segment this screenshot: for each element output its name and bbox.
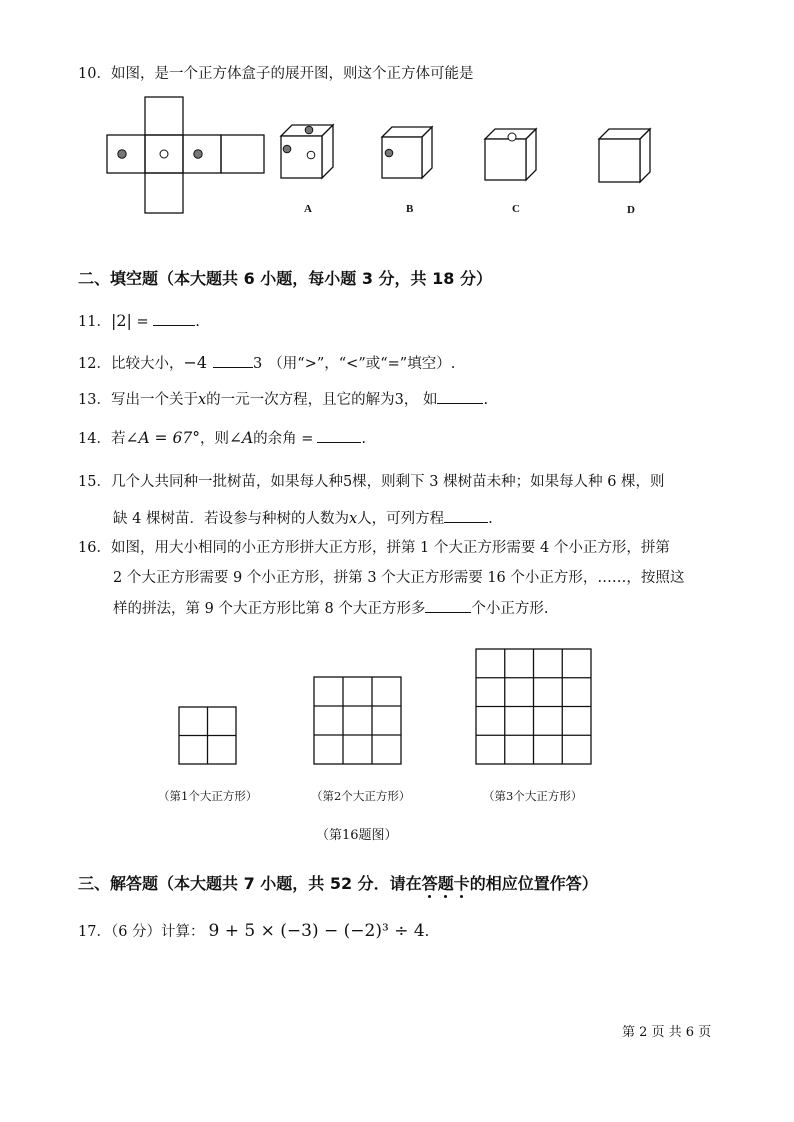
q15-answer-blank — [444, 508, 488, 523]
emphasis-char-ti: 题 — [437, 874, 454, 893]
grid-4x4-figure — [475, 648, 593, 766]
emphasis-char-ka: 卡 — [453, 874, 470, 893]
caption-first-square: （第1个大正方形） — [158, 789, 258, 803]
option-a-label: A — [304, 203, 312, 215]
q14-middle: ，则 — [199, 431, 229, 447]
q13-variable: x — [197, 392, 207, 408]
q13-prefix: 13．写出一个关于 — [78, 392, 198, 408]
section3-heading-suffix: 的相应位置作答） — [469, 874, 598, 893]
caption-second-square: （第2个大正方形） — [311, 789, 411, 803]
q11-answer-blank — [153, 311, 195, 326]
q14-condition: ∠A = 67° — [125, 429, 200, 447]
q11-line — [78, 311, 200, 332]
option-c-label: C — [512, 203, 520, 215]
option-d-label: D — [627, 204, 635, 216]
q15-line2-prefix: 缺 4 棵树苗．若设参与种树的人数为 — [113, 511, 349, 527]
q11-period: . — [195, 314, 200, 330]
q10-text: 10．如图，是一个正方体盒子的展开图，则这个正方体可能是 — [78, 66, 474, 82]
q12-answer-blank — [213, 353, 253, 368]
option-d-cube — [598, 128, 654, 184]
q17-prefix: 17．（6 分）计算： — [78, 924, 205, 940]
option-b-cube — [381, 126, 437, 180]
cube-net-figure — [106, 96, 266, 216]
q13-line — [78, 389, 488, 410]
q14-period: . — [361, 431, 367, 447]
q16-line1: 16．如图，用大小相同的小正方形拼大正方形，拼第 1 个大正方形需要 4 个小正方形，拼第 — [78, 540, 670, 556]
grid-3x3-figure — [313, 676, 403, 766]
q15-period: . — [488, 511, 493, 527]
q14-suffix: 的余角 = — [253, 431, 314, 447]
q14-answer-blank — [317, 428, 361, 443]
q16-line3 — [113, 598, 549, 619]
q11-expression: |2| — [110, 311, 132, 330]
q17-expression: 9 + 5 × (−3) − (−2)³ ÷ 4 — [208, 921, 425, 941]
section2-heading: 二、填空题（本大题共 6 小题，每小题 3 分，共 18 分） — [78, 269, 492, 288]
q16-line3-suffix: 个小正方形. — [471, 601, 549, 617]
q16-line3-prefix: 样的拼法，第 9 个大正方形比第 8 个大正方形多 — [113, 601, 426, 617]
q14-angle: ∠A — [228, 429, 254, 447]
q11-equals: = — [131, 314, 154, 330]
q12-minus-four: −4 — [183, 353, 208, 372]
q13-period: . — [483, 392, 489, 408]
section3-heading — [78, 873, 598, 895]
q17-period: . — [424, 924, 430, 940]
option-c-cube — [484, 128, 540, 182]
q15-line2 — [113, 508, 493, 529]
option-b-label: B — [406, 203, 414, 215]
figure16-caption: （第16题图） — [316, 828, 398, 843]
q11-number: 11． — [78, 314, 111, 330]
section3-heading-prefix: 三、解答题（本大题共 7 小题，共 52 分．请在 — [78, 874, 422, 893]
q14-prefix: 14．若 — [78, 431, 126, 447]
q14-line — [78, 428, 366, 449]
q17-line — [78, 921, 429, 942]
q12-three: 3 — [253, 356, 263, 372]
q12-line — [78, 353, 455, 374]
q13-middle: 的一元一次方程，且它的解为3， 如 — [206, 392, 438, 408]
option-a-cube — [280, 124, 340, 180]
page-footer: 第 2 页 共 6 页 — [622, 1025, 712, 1040]
q16-answer-blank — [425, 598, 471, 613]
grid-2x2-figure — [178, 706, 238, 766]
q16-line2: 2 个大正方形需要 9 个小正方形，拼第 3 个大正方形需要 16 个小正方形，……，按照这 — [113, 570, 685, 586]
q15-line1: 15．几个人共同种一批树苗，如果每人种5棵，则剩下 3 棵树苗未种；如果每人种 6 棵，则 — [78, 474, 665, 490]
q15-line2-suffix: 人，可列方程 — [357, 511, 445, 527]
emphasis-char-da: 答 — [421, 874, 438, 893]
caption-third-square: （第3个大正方形） — [483, 789, 583, 803]
q12-prefix: 12．比较大小， — [78, 356, 184, 372]
q15-variable: x — [348, 511, 358, 527]
q12-instruction: （用“>”，“<”或“=”填空）. — [268, 356, 456, 372]
q13-answer-blank — [437, 389, 483, 404]
